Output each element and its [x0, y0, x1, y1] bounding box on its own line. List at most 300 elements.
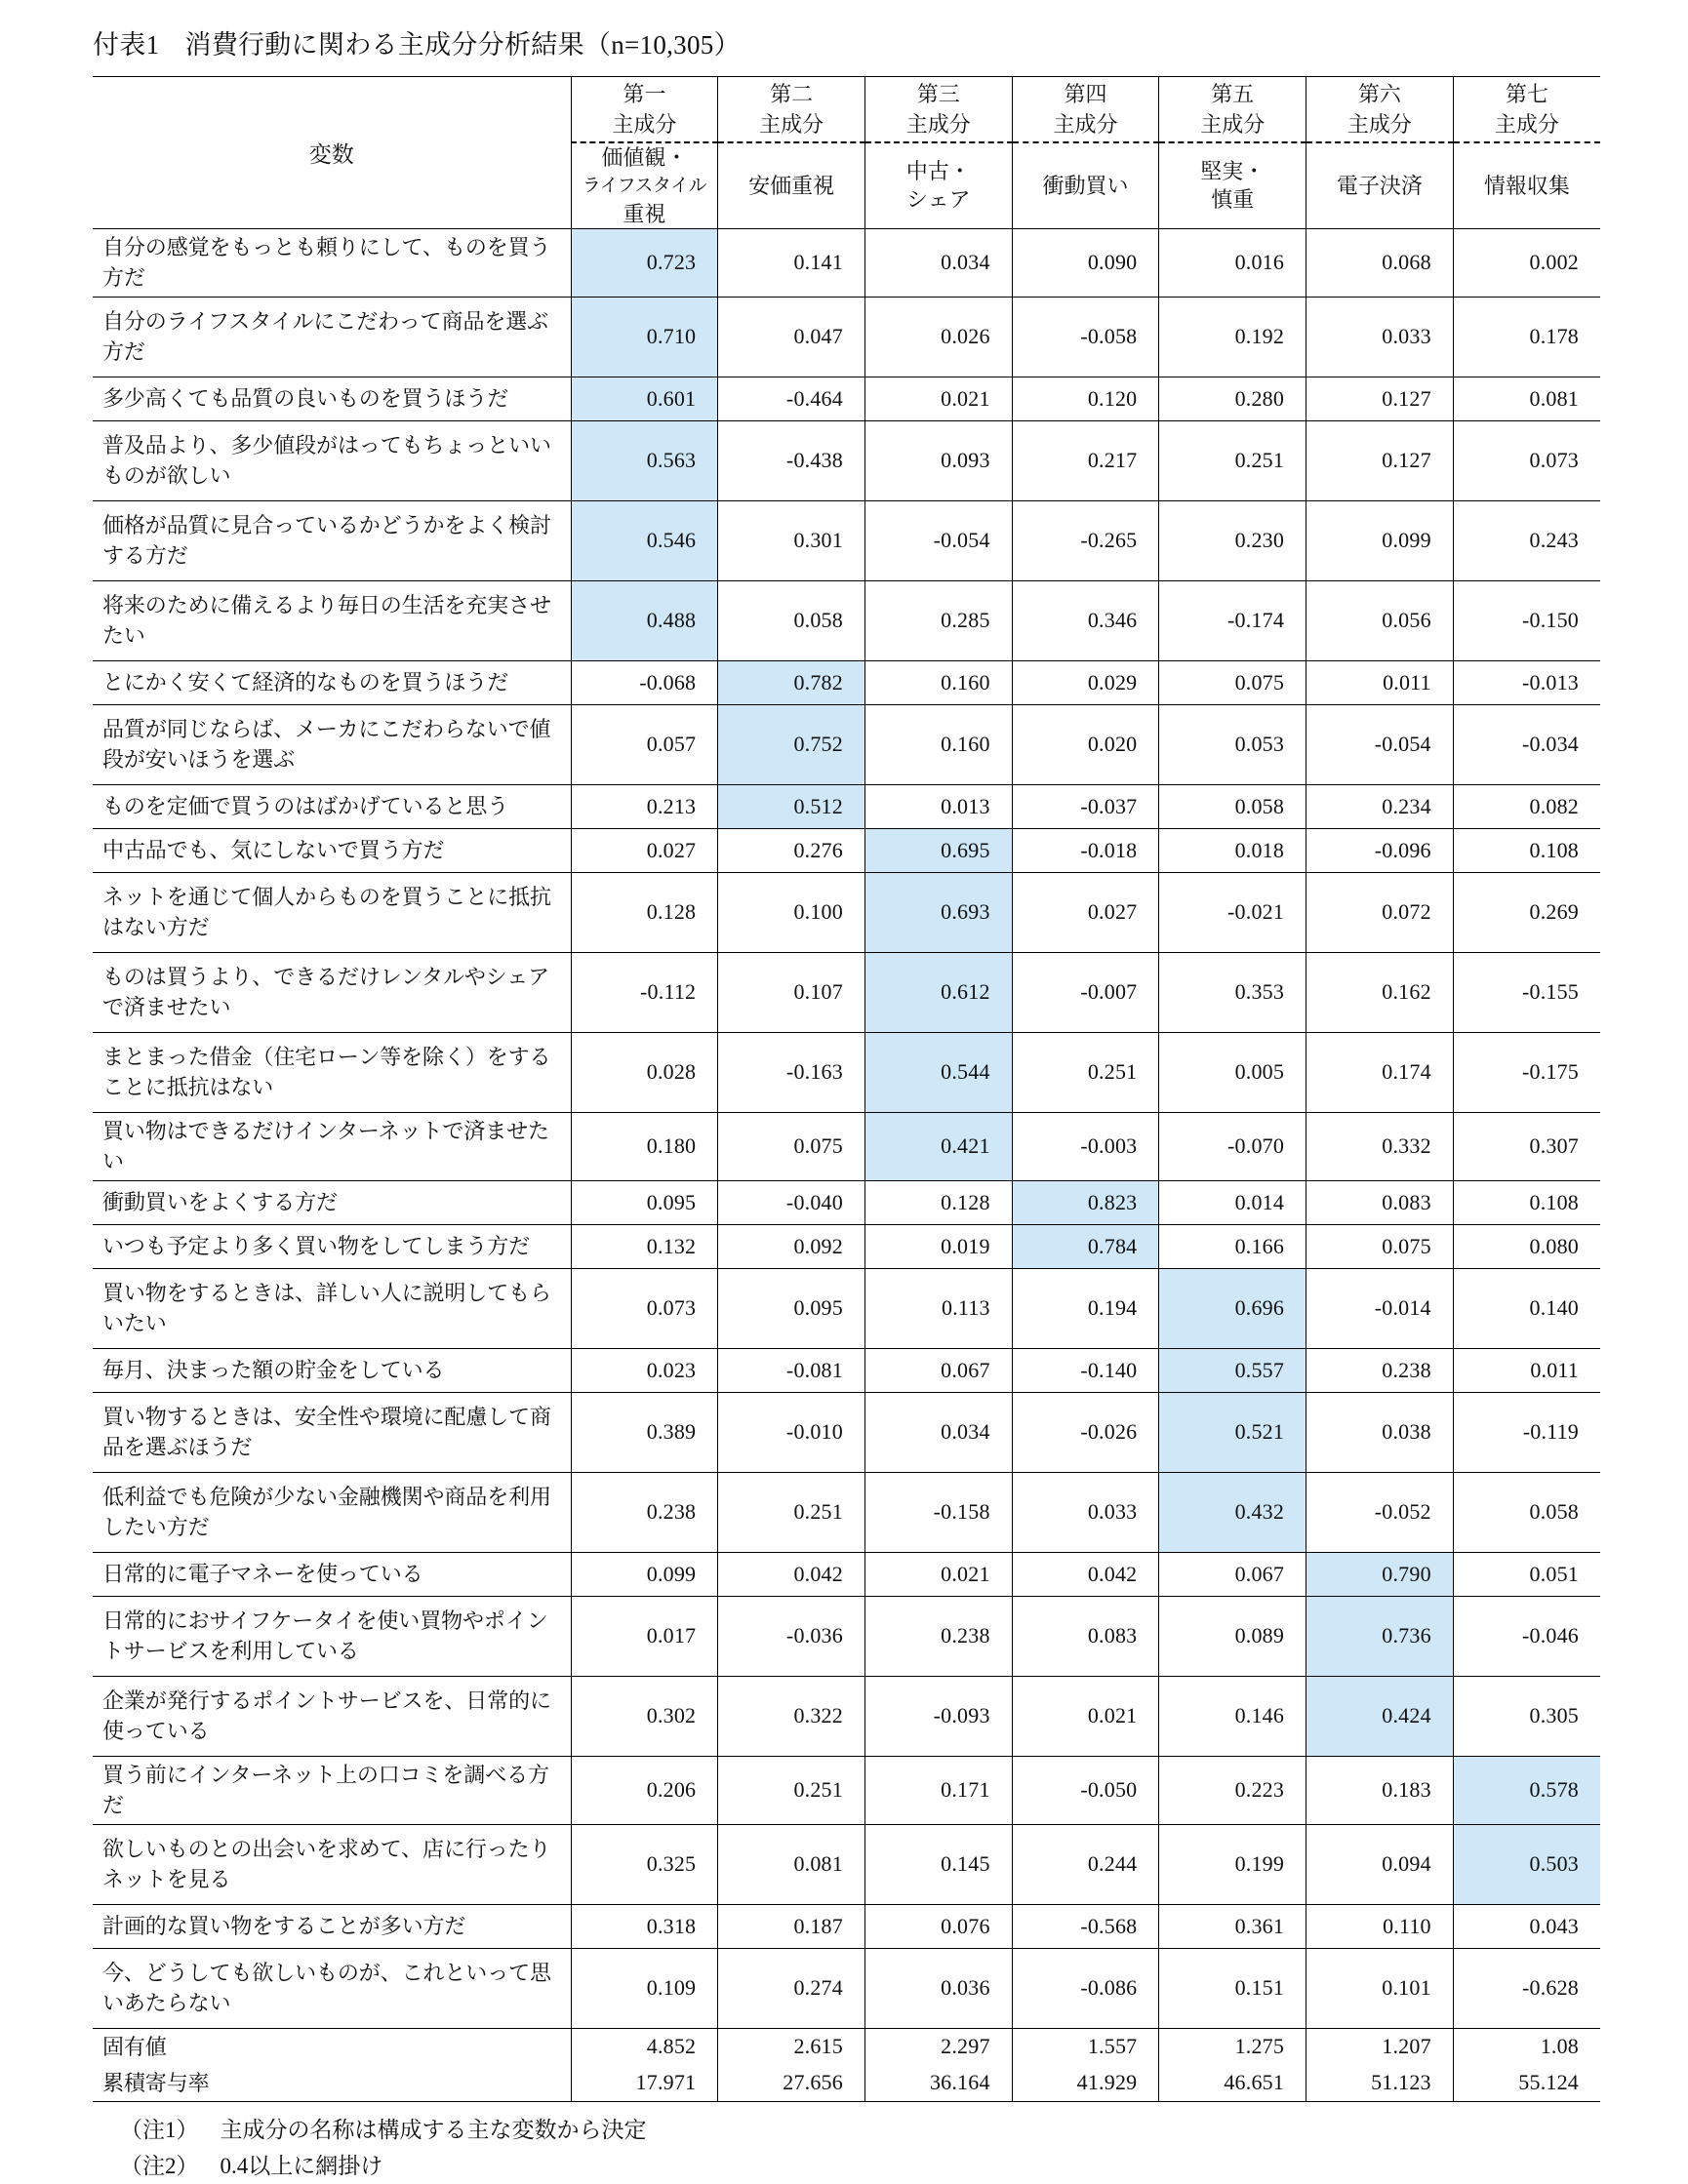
loading-cell-pc2: 0.782: [718, 660, 865, 704]
loading-cell-pc7: 0.140: [1453, 1268, 1600, 1348]
table-caption: 消費行動に関わる主成分分析結果（n=10,305）: [184, 30, 741, 60]
loading-cell-pc7: 0.043: [1453, 1904, 1600, 1948]
loading-cell-pc7: 0.108: [1453, 1180, 1600, 1224]
loading-cell-pc5: 0.521: [1159, 1392, 1306, 1472]
table-row: [93, 500, 1600, 580]
pc6-name-line2: 電子決済: [1336, 173, 1423, 198]
pc5-unit-label: 主成分: [1200, 111, 1266, 137]
stat-label: 累積寄与率: [93, 2065, 571, 2102]
loading-cell-pc7: 0.058: [1453, 1472, 1600, 1552]
loading-cell-pc3: 0.021: [864, 1552, 1012, 1596]
loading-cell-pc3: 0.034: [864, 228, 1012, 297]
loading-cell-pc4: 0.021: [1012, 1676, 1159, 1756]
loading-cell-pc6: 0.072: [1306, 872, 1454, 952]
loading-cell-pc5: 0.075: [1159, 660, 1306, 704]
loading-cell-pc4: 0.090: [1012, 228, 1159, 297]
loading-cell-pc6: 0.011: [1306, 660, 1454, 704]
pc7-ordinal-label: 第七: [1505, 81, 1548, 106]
table-row: [93, 420, 1600, 500]
table-row: [93, 1824, 1600, 1904]
stat-value-pc7: 1.08: [1453, 2028, 1600, 2065]
stat-value-pc3: 36.164: [864, 2065, 1012, 2102]
loading-cell-pc3: 0.021: [864, 377, 1012, 420]
loading-cell-pc3: 0.160: [864, 660, 1012, 704]
pc2-name-line2: 安価重視: [748, 173, 835, 198]
loading-cell-pc1: 0.238: [571, 1472, 718, 1552]
pc4-unit-label: 主成分: [1053, 111, 1118, 137]
row-variable-label: 普及品より、多少値段がはってもちょっといいものが欲しい: [93, 420, 571, 500]
table-row: [93, 228, 1600, 297]
stat-value-pc6: 1.207: [1306, 2028, 1454, 2065]
table-row: [93, 1224, 1600, 1268]
loading-cell-pc5: 0.089: [1159, 1596, 1306, 1676]
loading-cell-pc1: 0.023: [571, 1348, 718, 1392]
table-row: [93, 1392, 1600, 1472]
loading-cell-pc5: 0.005: [1159, 1032, 1306, 1112]
table-row: [93, 1032, 1600, 1112]
loading-cell-pc6: -0.052: [1306, 1472, 1454, 1552]
table-row: [93, 704, 1600, 784]
loading-cell-pc7: -0.119: [1453, 1392, 1600, 1472]
loading-cell-pc6: 0.101: [1306, 1948, 1454, 2028]
loading-cell-pc4: 0.027: [1012, 872, 1159, 952]
loading-cell-pc6: 0.332: [1306, 1112, 1454, 1180]
loading-cell-pc2: -0.163: [718, 1032, 865, 1112]
loading-cell-pc6: -0.054: [1306, 704, 1454, 784]
loading-cell-pc4: -0.026: [1012, 1392, 1159, 1472]
loading-cell-pc1: 0.318: [571, 1904, 718, 1948]
row-variable-label: 計画的な買い物をすることが多い方だ: [93, 1904, 571, 1948]
loading-cell-pc3: -0.158: [864, 1472, 1012, 1552]
loading-cell-pc6: 0.094: [1306, 1824, 1454, 1904]
loading-cell-pc3: 0.036: [864, 1948, 1012, 2028]
row-variable-label: いつも予定より多く買い物をしてしまう方だ: [93, 1224, 571, 1268]
table-body: [93, 228, 1600, 2101]
header-pc5-name: [1159, 142, 1306, 229]
note-2-text: 0.4以上に網掛け: [220, 2154, 383, 2178]
table-row: [93, 1756, 1600, 1824]
loading-cell-pc4: 0.217: [1012, 420, 1159, 500]
loading-cell-pc1: 0.206: [571, 1756, 718, 1824]
loading-cell-pc4: -0.568: [1012, 1904, 1159, 1948]
loading-cell-pc4: 0.244: [1012, 1824, 1159, 1904]
row-variable-label: 日常的におサイフケータイを使い買物やポイントサービスを利用している: [93, 1596, 571, 1676]
note-2: [120, 2148, 1595, 2184]
pc6-ordinal-label: 第六: [1357, 81, 1401, 106]
loading-cell-pc3: 0.019: [864, 1224, 1012, 1268]
loading-cell-pc1: 0.389: [571, 1392, 718, 1472]
pc3-name-line1: 中古・: [905, 159, 971, 184]
header-pc4-ordinal: [1012, 76, 1159, 142]
loading-cell-pc1: 0.095: [571, 1180, 718, 1224]
stat-value-pc2: 2.615: [718, 2028, 865, 2065]
loading-cell-pc3: 0.238: [864, 1596, 1012, 1676]
note-1-label: （注1）: [120, 2117, 199, 2142]
loading-cell-pc3: 0.067: [864, 1348, 1012, 1392]
row-variable-label: 日常的に電子マネーを使っている: [93, 1552, 571, 1596]
loading-cell-pc3: 0.145: [864, 1824, 1012, 1904]
loading-cell-pc4: -0.050: [1012, 1756, 1159, 1824]
loading-cell-pc7: 0.002: [1453, 228, 1600, 297]
header-pc6-name: [1306, 142, 1454, 229]
pc2-ordinal-label: 第二: [770, 81, 814, 106]
loading-cell-pc6: 0.183: [1306, 1756, 1454, 1824]
row-variable-label: 毎月、決まった額の貯金をしている: [93, 1348, 571, 1392]
loading-cell-pc7: 0.503: [1453, 1824, 1600, 1904]
loading-cell-pc3: 0.076: [864, 1904, 1012, 1948]
loading-cell-pc3: 0.128: [864, 1180, 1012, 1224]
loading-cell-pc3: 0.034: [864, 1392, 1012, 1472]
loading-cell-pc2: -0.040: [718, 1180, 865, 1224]
loading-cell-pc5: 0.058: [1159, 784, 1306, 828]
loading-cell-pc2: -0.036: [718, 1596, 865, 1676]
row-variable-label: 多少高くても品質の良いものを買うほうだ: [93, 377, 571, 420]
pc1-name-line1: 価値観・: [601, 144, 688, 170]
loading-cell-pc1: 0.563: [571, 420, 718, 500]
loading-cell-pc7: -0.628: [1453, 1948, 1600, 2028]
loading-cell-pc5: 0.361: [1159, 1904, 1306, 1948]
loading-cell-pc1: 0.546: [571, 500, 718, 580]
stat-value-pc5: 46.651: [1159, 2065, 1306, 2102]
row-variable-label: 買い物するときは、安全性や環境に配慮して商品を選ぶほうだ: [93, 1392, 571, 1472]
loading-cell-pc2: 0.081: [718, 1824, 865, 1904]
loading-cell-pc1: 0.073: [571, 1268, 718, 1348]
loading-cell-pc2: 0.107: [718, 952, 865, 1032]
loading-cell-pc3: 0.013: [864, 784, 1012, 828]
header-pc3-ordinal: [864, 76, 1012, 142]
stat-row: [93, 2065, 1600, 2102]
stat-value-pc5: 1.275: [1159, 2028, 1306, 2065]
loading-cell-pc5: 0.230: [1159, 500, 1306, 580]
stat-value-pc2: 27.656: [718, 2065, 865, 2102]
note-1-text: 主成分の名称は構成する主な変数から決定: [220, 2117, 647, 2142]
loading-cell-pc4: -0.007: [1012, 952, 1159, 1032]
loading-cell-pc4: 0.033: [1012, 1472, 1159, 1552]
loading-cell-pc4: 0.251: [1012, 1032, 1159, 1112]
loading-cell-pc2: -0.464: [718, 377, 865, 420]
row-variable-label: 今、どうしても欲しいものが、これといって思いあたらない: [93, 1948, 571, 2028]
loading-cell-pc7: -0.034: [1453, 704, 1600, 784]
loading-cell-pc2: 0.251: [718, 1756, 865, 1824]
loading-cell-pc2: 0.276: [718, 828, 865, 872]
loading-cell-pc1: -0.112: [571, 952, 718, 1032]
loading-cell-pc1: 0.723: [571, 228, 718, 297]
loading-cell-pc1: 0.057: [571, 704, 718, 784]
loading-cell-pc1: -0.068: [571, 660, 718, 704]
loading-cell-pc2: 0.187: [718, 1904, 865, 1948]
row-variable-label: 企業が発行するポイントサービスを、日常的に使っている: [93, 1676, 571, 1756]
loading-cell-pc6: 0.099: [1306, 500, 1454, 580]
loading-cell-pc4: 0.784: [1012, 1224, 1159, 1268]
loading-cell-pc2: 0.047: [718, 297, 865, 377]
loading-cell-pc4: -0.018: [1012, 828, 1159, 872]
table-notes: [93, 2112, 1595, 2184]
loading-cell-pc3: 0.421: [864, 1112, 1012, 1180]
loading-cell-pc6: 0.075: [1306, 1224, 1454, 1268]
pc3-name-line2: シェア: [906, 187, 971, 213]
pc5-name-line1: 堅実・: [1200, 159, 1266, 184]
loading-cell-pc2: 0.251: [718, 1472, 865, 1552]
row-variable-label: 買う前にインターネット上の口コミを調べる方だ: [93, 1756, 571, 1824]
table-row: [93, 1180, 1600, 1224]
loading-cell-pc5: 0.067: [1159, 1552, 1306, 1596]
stat-value-pc7: 55.124: [1453, 2065, 1600, 2102]
loading-cell-pc3: 0.026: [864, 297, 1012, 377]
loading-cell-pc1: 0.325: [571, 1824, 718, 1904]
table-row: [93, 1112, 1600, 1180]
loading-cell-pc5: 0.280: [1159, 377, 1306, 420]
loading-cell-pc1: 0.109: [571, 1948, 718, 2028]
loading-cell-pc7: 0.269: [1453, 872, 1600, 952]
header-variable: 変数: [93, 76, 571, 228]
row-variable-label: 買い物をするときは、詳しい人に説明してもらいたい: [93, 1268, 571, 1348]
loading-cell-pc2: 0.752: [718, 704, 865, 784]
table-row: [93, 297, 1600, 377]
loading-cell-pc3: 0.093: [864, 420, 1012, 500]
loading-cell-pc6: 0.162: [1306, 952, 1454, 1032]
loading-cell-pc6: 0.238: [1306, 1348, 1454, 1392]
loading-cell-pc5: 0.432: [1159, 1472, 1306, 1552]
loading-cell-pc5: 0.146: [1159, 1676, 1306, 1756]
loading-cell-pc6: 0.127: [1306, 377, 1454, 420]
loading-cell-pc7: 0.305: [1453, 1676, 1600, 1756]
loading-cell-pc7: 0.051: [1453, 1552, 1600, 1596]
loading-cell-pc5: 0.696: [1159, 1268, 1306, 1348]
loading-cell-pc6: 0.174: [1306, 1032, 1454, 1112]
loading-cell-pc4: 0.029: [1012, 660, 1159, 704]
loading-cell-pc6: 0.038: [1306, 1392, 1454, 1472]
loading-cell-pc3: 0.544: [864, 1032, 1012, 1112]
loading-cell-pc3: 0.693: [864, 872, 1012, 952]
loading-cell-pc6: 0.234: [1306, 784, 1454, 828]
loading-cell-pc2: 0.042: [718, 1552, 865, 1596]
loading-cell-pc7: -0.155: [1453, 952, 1600, 1032]
loading-cell-pc6: 0.736: [1306, 1596, 1454, 1676]
loading-cell-pc2: 0.301: [718, 500, 865, 580]
pc1-unit-label: 主成分: [612, 111, 677, 137]
row-variable-label: ものを定価で買うのはばかげていると思う: [93, 784, 571, 828]
loading-cell-pc5: 0.251: [1159, 420, 1306, 500]
pc7-unit-label: 主成分: [1494, 111, 1559, 137]
note-1: [120, 2112, 1595, 2148]
table-row: [93, 580, 1600, 660]
loading-cell-pc2: 0.092: [718, 1224, 865, 1268]
table-row: [93, 872, 1600, 952]
loading-cell-pc4: -0.265: [1012, 500, 1159, 580]
loading-cell-pc7: 0.081: [1453, 377, 1600, 420]
loading-cell-pc3: 0.113: [864, 1268, 1012, 1348]
loading-cell-pc2: 0.512: [718, 784, 865, 828]
loading-cell-pc6: 0.083: [1306, 1180, 1454, 1224]
loading-cell-pc7: 0.243: [1453, 500, 1600, 580]
loading-cell-pc4: -0.058: [1012, 297, 1159, 377]
pc1-ordinal-label: 第一: [623, 81, 666, 106]
loading-cell-pc7: 0.108: [1453, 828, 1600, 872]
loading-cell-pc4: 0.020: [1012, 704, 1159, 784]
stat-value-pc1: 4.852: [571, 2028, 718, 2065]
pc2-unit-label: 主成分: [759, 111, 824, 137]
loading-cell-pc7: -0.013: [1453, 660, 1600, 704]
row-variable-label: とにかく安くて経済的なものを買うほうだ: [93, 660, 571, 704]
loading-cell-pc6: 0.033: [1306, 297, 1454, 377]
stat-row: [93, 2028, 1600, 2065]
loading-cell-pc2: 0.075: [718, 1112, 865, 1180]
row-variable-label: まとまった借金（住宅ローン等を除く）をすることに抵抗はない: [93, 1032, 571, 1112]
loading-cell-pc2: 0.058: [718, 580, 865, 660]
table-row: [93, 660, 1600, 704]
header-pc7-ordinal: [1453, 76, 1600, 142]
pca-results-table: [93, 76, 1600, 2102]
loading-cell-pc4: -0.086: [1012, 1948, 1159, 2028]
loading-cell-pc1: 0.099: [571, 1552, 718, 1596]
loading-cell-pc1: 0.180: [571, 1112, 718, 1180]
loading-cell-pc2: -0.438: [718, 420, 865, 500]
pc6-unit-label: 主成分: [1346, 111, 1412, 137]
pc3-unit-label: 主成分: [905, 111, 971, 137]
page-title: [93, 29, 1595, 62]
loading-cell-pc1: 0.710: [571, 297, 718, 377]
loading-cell-pc7: 0.578: [1453, 1756, 1600, 1824]
stat-value-pc4: 1.557: [1012, 2028, 1159, 2065]
table-row: [93, 1348, 1600, 1392]
table-row: [93, 1472, 1600, 1552]
loading-cell-pc5: 0.353: [1159, 952, 1306, 1032]
row-variable-label: 中古品でも、気にしないで買う方だ: [93, 828, 571, 872]
loading-cell-pc4: 0.346: [1012, 580, 1159, 660]
header-row-ordinal: [93, 76, 1600, 142]
loading-cell-pc7: 0.178: [1453, 297, 1600, 377]
loading-cell-pc3: 0.160: [864, 704, 1012, 784]
loading-cell-pc5: -0.021: [1159, 872, 1306, 952]
loading-cell-pc5: -0.174: [1159, 580, 1306, 660]
row-variable-label: 品質が同じならば、メーカにこだわらないで値段が安いほうを選ぶ: [93, 704, 571, 784]
loading-cell-pc6: -0.014: [1306, 1268, 1454, 1348]
loading-cell-pc5: 0.016: [1159, 228, 1306, 297]
loading-cell-pc1: 0.488: [571, 580, 718, 660]
loading-cell-pc4: 0.823: [1012, 1180, 1159, 1224]
row-variable-label: 衝動買いをよくする方だ: [93, 1180, 571, 1224]
loading-cell-pc5: 0.199: [1159, 1824, 1306, 1904]
table-row: [93, 1268, 1600, 1348]
stat-value-pc6: 51.123: [1306, 2065, 1454, 2102]
table-row: [93, 1596, 1600, 1676]
loading-cell-pc7: 0.080: [1453, 1224, 1600, 1268]
pc1-name-line2: ライフスタイル: [582, 175, 707, 196]
loading-cell-pc5: 0.014: [1159, 1180, 1306, 1224]
pc4-ordinal-label: 第四: [1064, 81, 1107, 106]
loading-cell-pc1: 0.213: [571, 784, 718, 828]
table-number: 付表1: [93, 30, 160, 60]
row-variable-label: 将来のために備えるより毎日の生活を充実させたい: [93, 580, 571, 660]
loading-cell-pc5: 0.053: [1159, 704, 1306, 784]
pc7-name-line2: 情報収集: [1483, 173, 1570, 198]
header-pc2-ordinal: [718, 76, 865, 142]
table-row: [93, 1904, 1600, 1948]
row-variable-label: 自分のライフスタイルにこだわって商品を選ぶ方だ: [93, 297, 571, 377]
loading-cell-pc4: -0.037: [1012, 784, 1159, 828]
loading-cell-pc1: 0.302: [571, 1676, 718, 1756]
table-row: [93, 1948, 1600, 2028]
header-pc6-ordinal: [1306, 76, 1454, 142]
table-row: [93, 377, 1600, 420]
loading-cell-pc7: -0.175: [1453, 1032, 1600, 1112]
header-pc5-ordinal: [1159, 76, 1306, 142]
loading-cell-pc2: 0.274: [718, 1948, 865, 2028]
row-variable-label: 欲しいものとの出会いを求めて、店に行ったりネットを見る: [93, 1824, 571, 1904]
loading-cell-pc2: 0.322: [718, 1676, 865, 1756]
header-pc4-name: [1012, 142, 1159, 229]
pc1-name-line3: 重視: [623, 201, 666, 226]
table-row: [93, 1552, 1600, 1596]
loading-cell-pc6: 0.424: [1306, 1676, 1454, 1756]
row-variable-label: 自分の感覚をもっとも頼りにして、ものを買う方だ: [93, 228, 571, 297]
loading-cell-pc5: 0.192: [1159, 297, 1306, 377]
loading-cell-pc1: 0.028: [571, 1032, 718, 1112]
loading-cell-pc4: 0.042: [1012, 1552, 1159, 1596]
loading-cell-pc2: -0.081: [718, 1348, 865, 1392]
loading-cell-pc5: 0.151: [1159, 1948, 1306, 2028]
row-variable-label: 価格が品質に見合っているかどうかをよく検討する方だ: [93, 500, 571, 580]
loading-cell-pc7: 0.011: [1453, 1348, 1600, 1392]
loading-cell-pc3: 0.171: [864, 1756, 1012, 1824]
table-row: [93, 1676, 1600, 1756]
row-variable-label: 買い物はできるだけインターネットで済ませたい: [93, 1112, 571, 1180]
table-row: [93, 828, 1600, 872]
loading-cell-pc5: 0.557: [1159, 1348, 1306, 1392]
header-pc3-name: [864, 142, 1012, 229]
table-row: [93, 952, 1600, 1032]
loading-cell-pc1: 0.017: [571, 1596, 718, 1676]
loading-cell-pc2: 0.100: [718, 872, 865, 952]
loading-cell-pc6: 0.056: [1306, 580, 1454, 660]
loading-cell-pc4: -0.003: [1012, 1112, 1159, 1180]
loading-cell-pc7: 0.082: [1453, 784, 1600, 828]
loading-cell-pc3: 0.612: [864, 952, 1012, 1032]
loading-cell-pc4: 0.194: [1012, 1268, 1159, 1348]
loading-cell-pc4: 0.083: [1012, 1596, 1159, 1676]
pc5-ordinal-label: 第五: [1211, 81, 1255, 106]
note-2-label: （注2）: [120, 2154, 199, 2178]
pc3-ordinal-label: 第三: [916, 81, 960, 106]
loading-cell-pc4: 0.120: [1012, 377, 1159, 420]
pc4-name-line2: 衝動買い: [1042, 173, 1129, 198]
stat-value-pc3: 2.297: [864, 2028, 1012, 2065]
loading-cell-pc6: 0.068: [1306, 228, 1454, 297]
loading-cell-pc1: 0.128: [571, 872, 718, 952]
loading-cell-pc3: -0.093: [864, 1676, 1012, 1756]
header-pc1-name: [571, 142, 718, 229]
loading-cell-pc2: 0.095: [718, 1268, 865, 1348]
stat-label: 固有値: [93, 2028, 571, 2065]
table-header: [93, 76, 1600, 228]
loading-cell-pc7: 0.073: [1453, 420, 1600, 500]
loading-cell-pc6: -0.096: [1306, 828, 1454, 872]
loading-cell-pc3: -0.054: [864, 500, 1012, 580]
loading-cell-pc1: 0.027: [571, 828, 718, 872]
loading-cell-pc5: 0.166: [1159, 1224, 1306, 1268]
row-variable-label: ネットを通じて個人からものを買うことに抵抗はない方だ: [93, 872, 571, 952]
stat-value-pc4: 41.929: [1012, 2065, 1159, 2102]
loading-cell-pc7: -0.150: [1453, 580, 1600, 660]
loading-cell-pc7: -0.046: [1453, 1596, 1600, 1676]
row-variable-label: 低利益でも危険が少ない金融機関や商品を利用したい方だ: [93, 1472, 571, 1552]
loading-cell-pc1: 0.132: [571, 1224, 718, 1268]
row-variable-label: ものは買うより、できるだけレンタルやシェアで済ませたい: [93, 952, 571, 1032]
header-pc7-name: [1453, 142, 1600, 229]
loading-cell-pc7: 0.307: [1453, 1112, 1600, 1180]
table-row: [93, 784, 1600, 828]
loading-cell-pc2: -0.010: [718, 1392, 865, 1472]
